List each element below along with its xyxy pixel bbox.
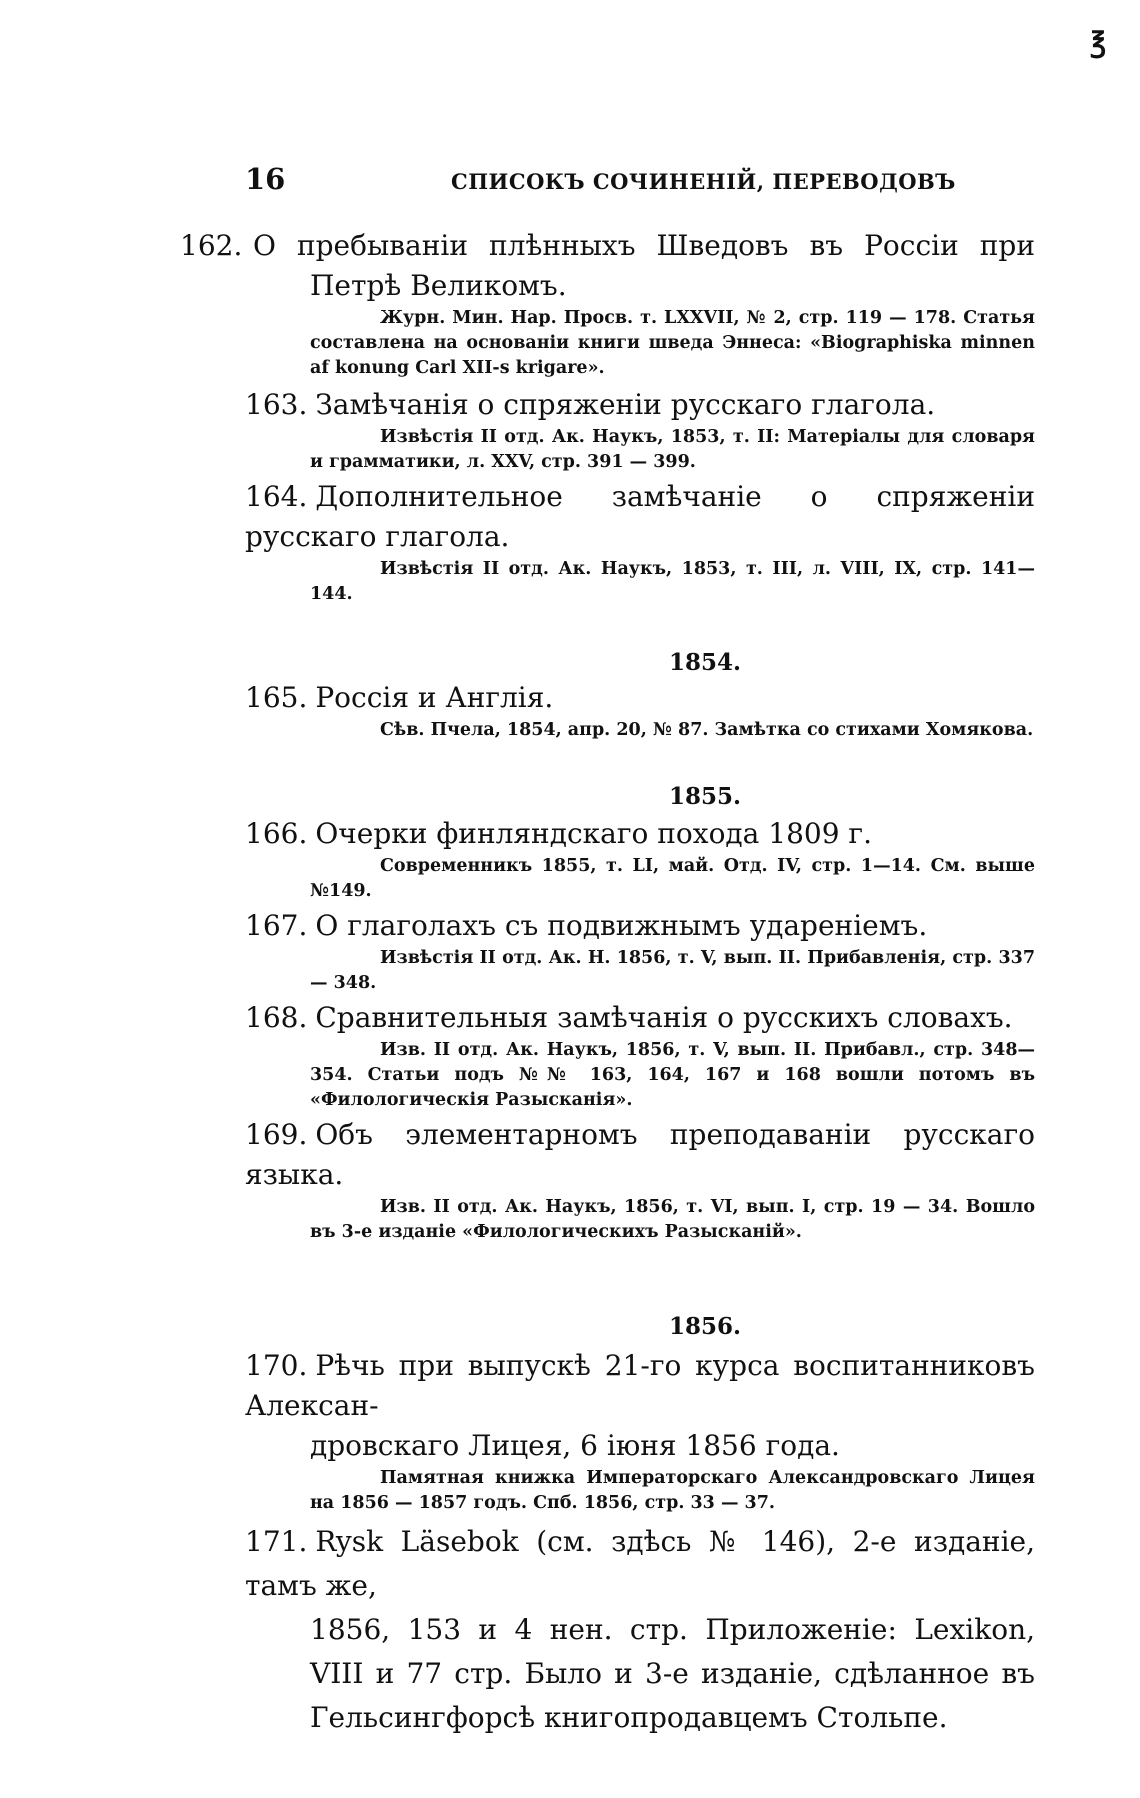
entry-title-text: Дополнительное замѣчаніе о спряженіи русскаго глагола. — [245, 480, 1035, 553]
entry-title-text: О пребываніи плѣнныхъ Шведовъ въ Россіи при Петрѣ Великомъ. — [253, 229, 1035, 302]
entry-number: 165. — [245, 681, 308, 714]
entry-title-text: Рѣчь при выпускѣ 21-го курса воспитанниковъ Алексан- — [245, 1349, 1035, 1422]
entry-170 — [245, 1346, 1035, 1516]
entry-number: 163. — [245, 388, 308, 421]
entry-title — [245, 385, 1035, 425]
entry-note: Сѣв. Пчела, 1854, апр. 20, № 87. Замѣтка со стихами Хомякова. — [380, 720, 1034, 740]
entry-title-continuation: дровскаго Лицея, 6 іюня 1856 года. — [310, 1429, 840, 1462]
entry-title — [245, 1115, 1035, 1195]
entry-number: 170. — [245, 1349, 308, 1382]
page-corner-mark: ℥ — [1090, 26, 1107, 59]
entry-171 — [245, 1520, 1035, 1740]
entry-number: 168. — [245, 1001, 308, 1034]
entry-number: 167. — [245, 909, 308, 942]
entry-number: 166. — [245, 817, 308, 850]
entry-165 — [245, 678, 1035, 743]
entry-title: 162. О пребываніи плѣнныхъ Шведовъ въ Россіи при Петрѣ Великомъ. — [180, 229, 1035, 302]
year-heading-1854: 1854. — [668, 649, 742, 676]
entry-note: Изв. II отд. Ак. Наукъ, 1856, т. V, вып. II. Прибавл., стр. 348—354. Статьи подъ №№ 163, 164, 167 и 168 вошли потомъ въ «Филологическія Разысканія». — [310, 1040, 1035, 1110]
entry-note: Памятная книжка Императорскаго Александровскаго Лицея на 1856 — 1857 годъ. Спб. 1856, стр. 33 — 37. — [310, 1468, 1035, 1513]
entry-167 — [245, 906, 1035, 996]
entry-163 — [245, 385, 1035, 475]
entry-title — [245, 814, 1035, 854]
entry-168 — [245, 998, 1035, 1113]
entry-note: Изв. II отд. Ак. Наукъ, 1856, т. VI, вып. I, стр. 19 — 34. Вошло въ 3-е изданіе «Филологическихъ Разысканій». — [310, 1197, 1035, 1242]
entry-166 — [245, 814, 1035, 904]
entry-164 — [245, 477, 1035, 607]
entry-162 — [180, 226, 1035, 381]
entry-title-continuation: 1856, 153 и 4 нен. стр. Приложеніе: Lexikon, VIII и 77 стр. Было и 3-е изданіе, сдѣланное въ Гельсингфорсѣ книгопродавцемъ Стольпе. — [310, 1613, 1035, 1734]
entry-note: Извѣстія II отд. Ак. Наукъ, 1853, т. III, л. VIII, IX, стр. 141—144. — [310, 559, 1035, 604]
entry-note: Журн. Мин. Нар. Просв. т. LXXVII, № 2, стр. 119 — 178. Статья составлена на основаніи книги шведа Эннеса: «Biographiska minnen af konung Carl XII-s krigare». — [310, 308, 1035, 378]
page-header — [245, 162, 1025, 202]
entry-title-text: О глаголахъ съ подвижнымъ удареніемъ. — [315, 909, 928, 942]
entry-title-text: Замѣчанія о спряженіи русскаго глагола. — [315, 388, 936, 421]
running-title: СПИСОКЪ СОЧИНЕНІЙ, ПЕРЕВОДОВЪ — [451, 169, 956, 194]
entry-title-text: Россія и Англія. — [315, 681, 554, 714]
entry-title-text: Очерки финляндскаго похода 1809 г. — [315, 817, 872, 850]
entry-number: 169. — [245, 1118, 308, 1151]
entry-title-text: Объ элементарномъ преподаваніи русскаго языка. — [245, 1118, 1035, 1191]
entry-title — [245, 906, 1035, 946]
page-number: 16 — [245, 162, 286, 196]
entry-title — [245, 477, 1035, 557]
entry-number: 164. — [245, 480, 308, 513]
entry-169 — [245, 1115, 1035, 1245]
year-heading-1856: 1856. — [668, 1313, 742, 1340]
entry-number: 171. — [245, 1525, 308, 1558]
entry-title — [245, 998, 1035, 1038]
entry-title-text: Rysk Läsebok (см. здѣсь № 146), 2-е изданіе, тамъ же, — [245, 1525, 1035, 1602]
entry-title-text: Сравнительныя замѣчанія о русскихъ словахъ. — [315, 1001, 1013, 1034]
year-heading-1855: 1855. — [668, 783, 742, 810]
entry-title — [245, 1520, 1035, 1608]
entry-note: Извѣстія II отд. Ак. Н. 1856, т. V, вып. II. Прибавленія, стр. 337 — 348. — [310, 948, 1035, 993]
bibliography-list — [180, 226, 1035, 1740]
entry-note: Современникъ 1855, т. LI, май. Отд. IV, стр. 1—14. См. выше №149. — [310, 856, 1035, 901]
entry-title — [245, 1346, 1035, 1426]
entry-title — [245, 678, 1035, 718]
entry-note: Извѣстія II отд. Ак. Наукъ, 1853, т. II: Матеріалы для словаря и грамматики, л. XXV, стр. 391 — 399. — [310, 427, 1035, 472]
